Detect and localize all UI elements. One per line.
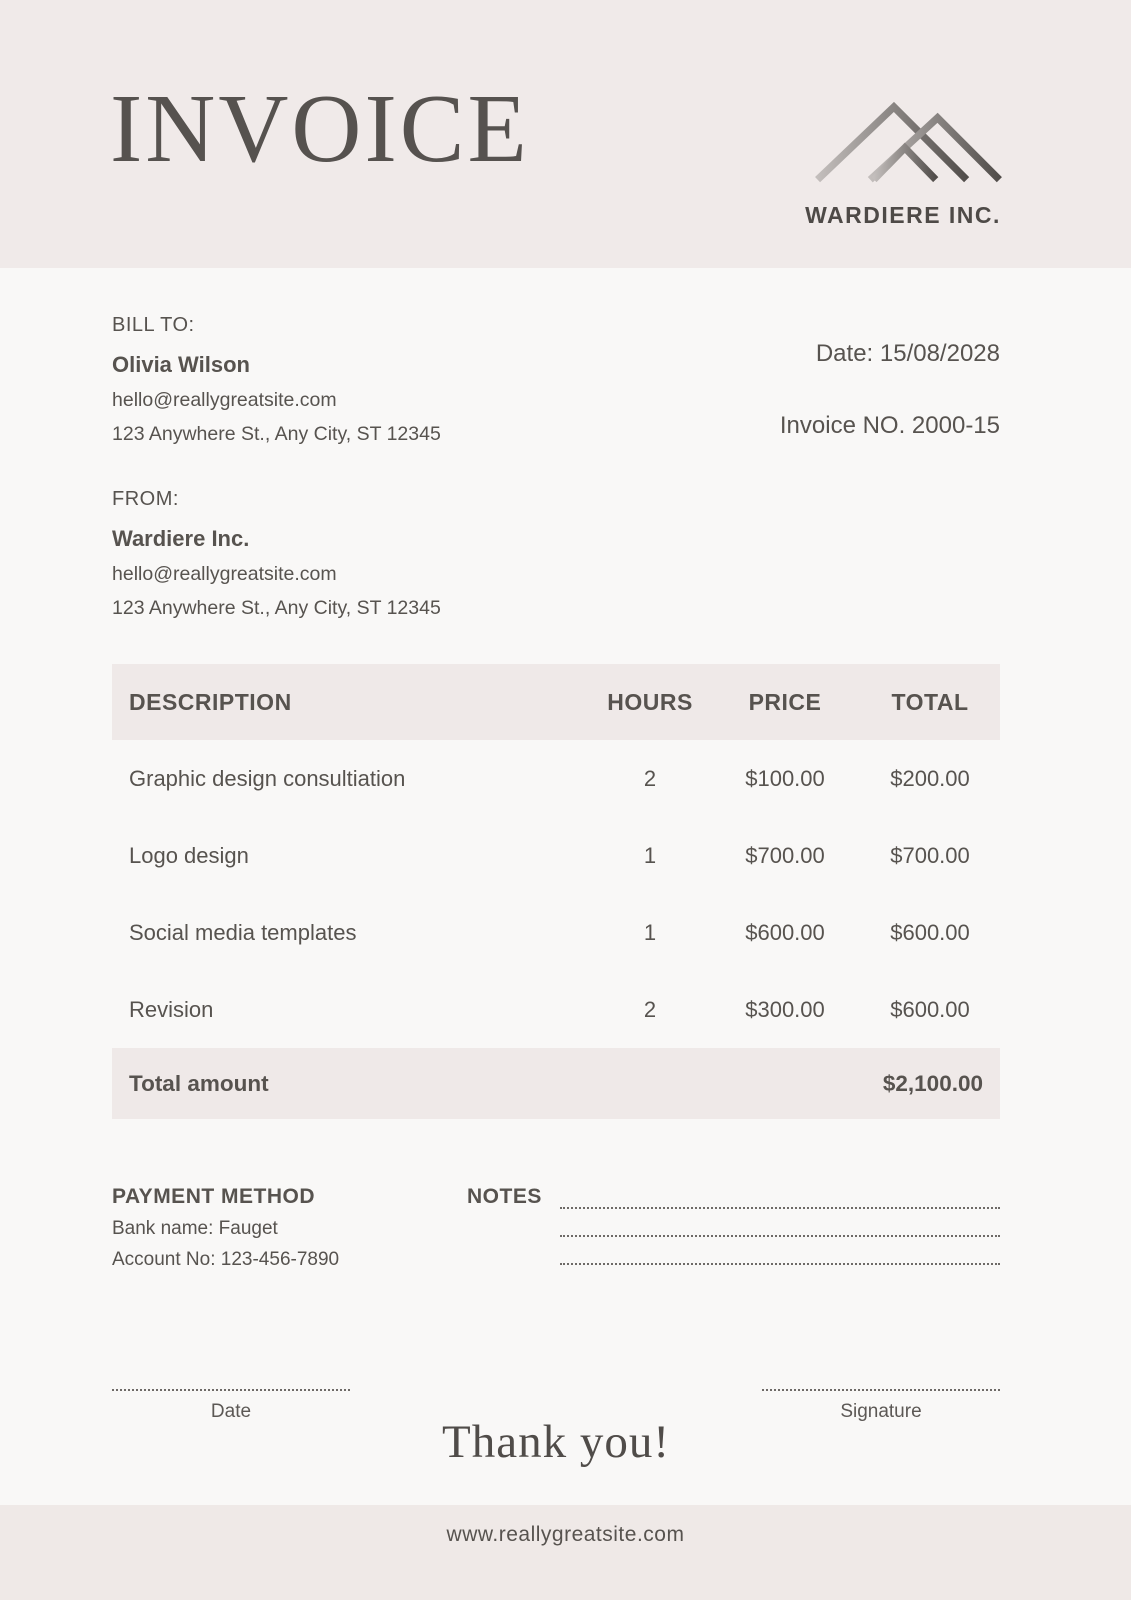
- item-total: $600.00: [890, 996, 970, 1022]
- total-value: $2,100.00: [882, 1070, 983, 1096]
- bill-to-email: hello@reallygreatsite.com: [112, 389, 337, 411]
- brand-block: [803, 96, 1003, 268]
- item-total: $700.00: [890, 842, 970, 868]
- item-description: Social media templates: [129, 919, 357, 945]
- item-price: $600.00: [745, 919, 825, 945]
- parties-row: [112, 314, 1000, 446]
- website-text: www.reallygreatsite.com: [446, 1523, 685, 1546]
- payment-notes-row: [112, 1185, 1000, 1271]
- bill-to-name: Olivia Wilson: [112, 352, 250, 377]
- payment-method-block: [112, 1185, 467, 1271]
- col-header-description: DESCRIPTION: [129, 688, 292, 715]
- item-price: $700.00: [745, 842, 825, 868]
- item-description: Revision: [129, 996, 214, 1022]
- item-hours: 1: [643, 919, 657, 945]
- from-name: Wardiere Inc.: [112, 526, 250, 551]
- page-title: INVOICE: [110, 75, 530, 182]
- col-header-price: PRICE: [748, 688, 822, 715]
- bank-name: Bank name: Fauget: [112, 1218, 278, 1239]
- from-email: hello@reallygreatsite.com: [112, 563, 337, 585]
- item-description: Graphic design consultiation: [129, 765, 406, 791]
- table-row: [112, 971, 1000, 1048]
- signoff-row: [112, 1389, 1000, 1469]
- table-header-row: [112, 664, 1000, 740]
- table-row: [112, 894, 1000, 971]
- bill-to-label: BILL TO:: [112, 314, 195, 336]
- item-price: $100.00: [745, 765, 825, 791]
- col-header-hours: HOURS: [607, 688, 693, 715]
- notes-line: [560, 1237, 1000, 1265]
- invoice-meta: [780, 314, 1000, 446]
- notes-lines: [560, 1185, 1000, 1271]
- from-address: 123 Anywhere St., Any City, ST 12345: [112, 597, 441, 619]
- payment-method-title: PAYMENT METHOD: [112, 1185, 316, 1208]
- notes-line: [560, 1185, 1000, 1209]
- table-body: [112, 740, 1000, 1048]
- notes-title: NOTES: [467, 1185, 542, 1208]
- date-sign-block: [112, 1389, 350, 1423]
- footer-band: [0, 1505, 1131, 1600]
- col-header-total: TOTAL: [891, 688, 969, 715]
- item-description: Logo design: [129, 842, 249, 868]
- from-block: [112, 488, 1000, 620]
- mountain-logo-icon: [803, 96, 1003, 186]
- notes-line: [560, 1209, 1000, 1237]
- from-label: FROM:: [112, 488, 179, 510]
- item-total: $200.00: [890, 765, 970, 791]
- bill-to-address: 123 Anywhere St., Any City, ST 12345: [112, 423, 441, 445]
- invoice-number: Invoice NO. 2000-15: [779, 412, 1000, 439]
- date-label: Date: [210, 1401, 252, 1422]
- item-hours: 1: [643, 842, 657, 868]
- signature-line: [762, 1389, 1000, 1391]
- total-label: Total amount: [129, 1070, 269, 1096]
- items-table: [112, 664, 1000, 1119]
- date-line: [112, 1389, 350, 1391]
- thank-you-text: Thank you!: [442, 1416, 670, 1468]
- table-row: [112, 817, 1000, 894]
- bill-to-block: [112, 314, 441, 446]
- signature-label: Signature: [840, 1401, 922, 1422]
- header-band: [0, 0, 1131, 268]
- item-price: $300.00: [745, 996, 825, 1022]
- invoice-date: Date: 15/08/2028: [815, 340, 1000, 367]
- main-content: [0, 268, 1131, 1505]
- total-row: [112, 1048, 1000, 1119]
- item-hours: 2: [643, 765, 657, 791]
- signature-sign-block: [762, 1389, 1000, 1423]
- company-name: WARDIERE INC.: [805, 202, 1001, 228]
- account-number: Account No: 123-456-7890: [112, 1249, 340, 1270]
- item-total: $600.00: [890, 919, 970, 945]
- notes-block: [467, 1185, 1000, 1271]
- table-row: [112, 740, 1000, 817]
- item-hours: 2: [643, 996, 657, 1022]
